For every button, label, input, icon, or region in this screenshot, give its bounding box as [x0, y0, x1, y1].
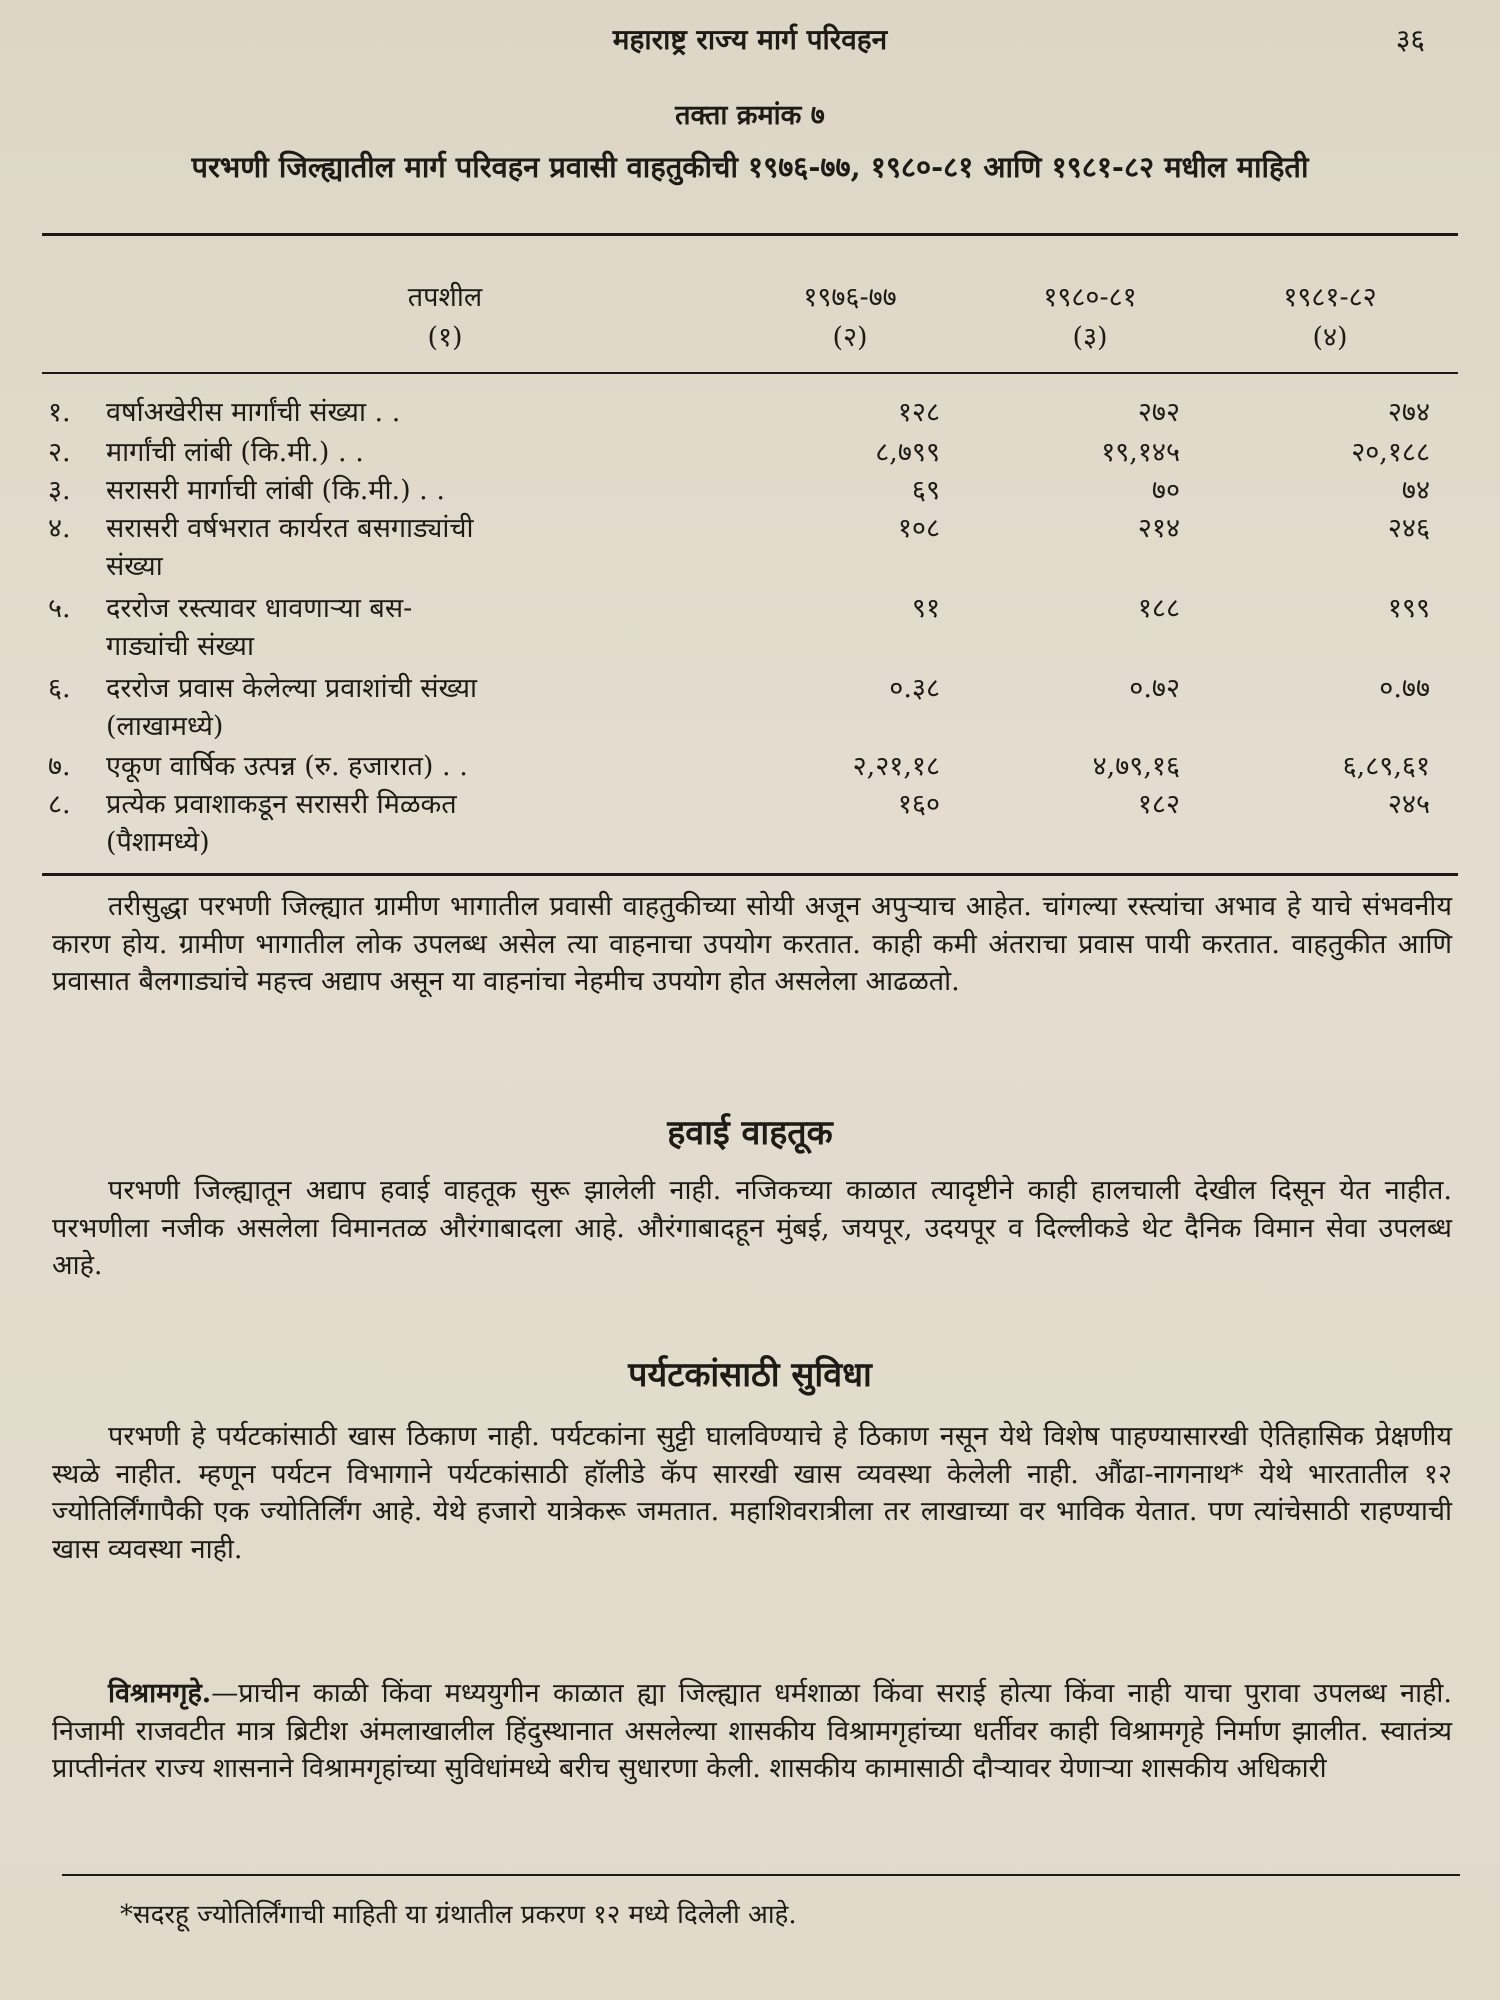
paragraph-text: —प्राचीन काळी किंवा मध्ययुगीन काळात ह्या जिल्ह्यात धर्मशाळा किंवा सराई होत्या किंवा नाही याचा पुरावा उपलब्ध नाही. निजामी राजवटीत मात्र ब्रिटीश अंमलाखालील हिंदुस्थानात असलेल्या शासकीय विश्रामगृहांच्या धर्तीवर काही विश्रामगृहे निर्माण झालीत. स्वातंत्र्य प्राप्तीनंतर राज्य शासनाने विश्रामगृहांच्या सुविधांमध्ये बरीच सुधारणा केली. शासकीय कामासाठी दौऱ्यावर येणाऱ्या शासकीय अधिकारी — [52, 1678, 1452, 1784]
cell-1981-82: २०,१८८ — [1351, 437, 1430, 468]
column-header-label: १९८१-८२ — [1283, 282, 1377, 313]
row-text-continued: संख्या — [106, 551, 163, 582]
running-title: महाराष्ट्र राज्य मार्ग परिवहन — [612, 23, 888, 56]
row-label — [48, 670, 748, 746]
page-number: ३६ — [1395, 23, 1425, 56]
paragraph-rural-transport — [52, 888, 1452, 1001]
row-text: वर्षाअखेरीस मार्गांची संख्या . . — [106, 397, 401, 428]
cell-1981-82: १९९ — [1387, 593, 1430, 624]
cell-1980-81: ०.७२ — [1129, 673, 1180, 704]
cell-1976-77: १०८ — [897, 513, 940, 544]
paragraph-text: तरीसुद्धा परभणी जिल्ह्यात ग्रामीण भागातील प्रवासी वाहतुकीच्या सोयी अजून अपुऱ्याच आहेत. चांगल्या रस्त्यांचा अभाव हे याचे संभवनीय कारण होय. ग्रामीण भागातील लोक उपलब्ध असेल त्या वाहनाचा उपयोग करतात. काही कमी अंतराचा प्रवास पायी करतात. वाहतुकीत आणि प्रवासात बैलगाड्यांचे महत्त्व अद्याप असून या वाहनांचा नेहमीच उपयोग होत असलेला आढळतो. — [52, 891, 1452, 997]
running-head — [0, 18, 1500, 58]
column-header-1981-82 — [1225, 278, 1435, 358]
cell-1980-81: २७२ — [1137, 397, 1180, 428]
column-header-label: तपशील — [407, 282, 483, 313]
row-label — [48, 394, 748, 432]
cell-1980-81: १८८ — [1137, 593, 1180, 624]
cell-1980-81: १८२ — [1137, 789, 1180, 820]
column-header-number: (२) — [832, 322, 868, 353]
row-label — [48, 510, 748, 586]
paragraph-air-transport — [52, 1172, 1452, 1285]
cell-1980-81: ४,७९,१६ — [1092, 751, 1180, 782]
cell-1976-77: १२८ — [897, 397, 940, 428]
table-caption: तक्ता क्रमांक ७ — [675, 100, 825, 131]
table-bottom-rule — [42, 873, 1458, 876]
cell-1981-82: २४५ — [1387, 789, 1430, 820]
row-index: ३. — [48, 475, 71, 506]
row-index: ८. — [48, 789, 71, 820]
row-index: ७. — [48, 751, 71, 782]
row-index: ६. — [48, 673, 71, 704]
row-index: ५. — [48, 593, 71, 624]
paragraph-tourism — [52, 1418, 1452, 1568]
column-header-number: (१) — [427, 322, 463, 353]
row-text: दररोज प्रवास केलेल्या प्रवाशांची संख्या — [106, 673, 477, 704]
row-text-continued: (लाखामध्ये) — [106, 711, 224, 742]
cell-1981-82: ०.७७ — [1379, 673, 1430, 704]
row-text: मार्गांची लांबी (कि.मी.) . . — [106, 437, 364, 468]
column-header-number: (३) — [1072, 322, 1108, 353]
cell-1981-82: २४६ — [1387, 513, 1430, 544]
table-header-rule — [42, 372, 1458, 374]
column-header-1976-77 — [745, 278, 955, 358]
cell-1976-77: ९१ — [911, 593, 940, 624]
row-text-continued: गाड्यांची संख्या — [106, 631, 254, 662]
run-in-heading: विश्रामगृहे. — [108, 1678, 212, 1709]
row-text: सरासरी मार्गाची लांबी (कि.मी.) . . — [106, 475, 445, 506]
paragraph-text: परभणी जिल्ह्यातून अद्याप हवाई वाहतूक सुरू झालेली नाही. नजिकच्या काळात त्यादृष्टीने काही हालचाली देखील दिसून येत नाहीत. परभणीला नजीक असलेला विमानतळ औरंगाबादला आहे. औरंगाबादहून मुंबई, जयपूर, उदयपूर व दिल्लीकडे थेट दैनिक विमान सेवा उपलब्ध आहे. — [52, 1175, 1452, 1281]
row-text-continued: (पैशामध्ये) — [106, 827, 210, 858]
column-header-label: १९७६-७७ — [803, 282, 897, 313]
column-header-1980-81 — [985, 278, 1195, 358]
cell-1976-77: ८,७९९ — [875, 437, 940, 468]
paragraph-text: परभणी हे पर्यटकांसाठी खास ठिकाण नाही. पर्यटकांना सुट्टी घालविण्याचे हे ठिकाण नसून येथे विशेष पाहण्यासारखी ऐतिहासिक प्रेक्षणीय स्थळे नाहीत. म्हणून पर्यटन विभागाने पर्यटकांसाठी हॉलीडे कॅप सारखी खास व्यवस्था केलेली नाही. औंढा-नागनाथ* येथे भारतातील १२ ज्योतिर्लिंगापैकी एक ज्योतिर्लिंग आहे. येथे हजारो यात्रेकरू जमतात. महाशिवरात्रीला तर लाखाच्या वर भाविक येतात. पण त्यांचेसाठी राहण्याची खास व्यवस्था नाही. — [52, 1421, 1452, 1565]
cell-1980-81: २१४ — [1137, 513, 1180, 544]
row-index: ४. — [48, 513, 71, 544]
row-label — [48, 590, 748, 666]
row-index: १. — [48, 397, 71, 428]
row-text: एकूण वार्षिक उत्पन्न (रु. हजारात) . . — [106, 751, 468, 782]
cell-1981-82: ६,८९,६१ — [1342, 751, 1430, 782]
row-label — [48, 748, 748, 786]
heading-air-transport: हवाई वाहतूक — [667, 1113, 833, 1153]
heading-tourist-facilities: पर्यटकांसाठी सुविधा — [628, 1355, 872, 1395]
paragraph-rest-houses — [52, 1675, 1452, 1788]
cell-1981-82: ७४ — [1401, 475, 1430, 506]
cell-1976-77: १६० — [897, 789, 940, 820]
column-header-details — [330, 278, 560, 358]
row-text: दररोज रस्त्यावर धावणाऱ्या बस- — [106, 593, 413, 624]
table-top-rule — [42, 233, 1458, 236]
column-header-number: (४) — [1312, 322, 1348, 353]
cell-1980-81: १९,१४५ — [1101, 437, 1180, 468]
table-title: परभणी जिल्ह्यातील मार्ग परिवहन प्रवासी वाहतुकीची १९७६-७७, १९८०-८१ आणि १९८१-८२ मधील माहिती — [191, 150, 1309, 184]
row-text: प्रत्येक प्रवाशाकडून सरासरी मिळकत — [106, 789, 457, 820]
cell-1981-82: २७४ — [1387, 397, 1430, 428]
cell-1976-77: ०.३८ — [889, 673, 940, 704]
cell-1980-81: ७० — [1151, 475, 1180, 506]
cell-1976-77: ६९ — [911, 475, 940, 506]
row-text: सरासरी वर्षभरात कार्यरत बसगाड्यांची — [106, 513, 474, 544]
column-header-label: १९८०-८१ — [1043, 282, 1137, 313]
row-label — [48, 434, 748, 472]
footnote: *सदरहू ज्योतिर्लिंगाची माहिती या ग्रंथातील प्रकरण १२ मध्ये दिलेली आहे. — [120, 1900, 797, 1930]
footnote-rule — [62, 1874, 1460, 1876]
row-label — [48, 472, 748, 510]
cell-1976-77: २,२१,१८ — [852, 751, 940, 782]
row-label — [48, 786, 748, 862]
row-index: २. — [48, 437, 71, 468]
